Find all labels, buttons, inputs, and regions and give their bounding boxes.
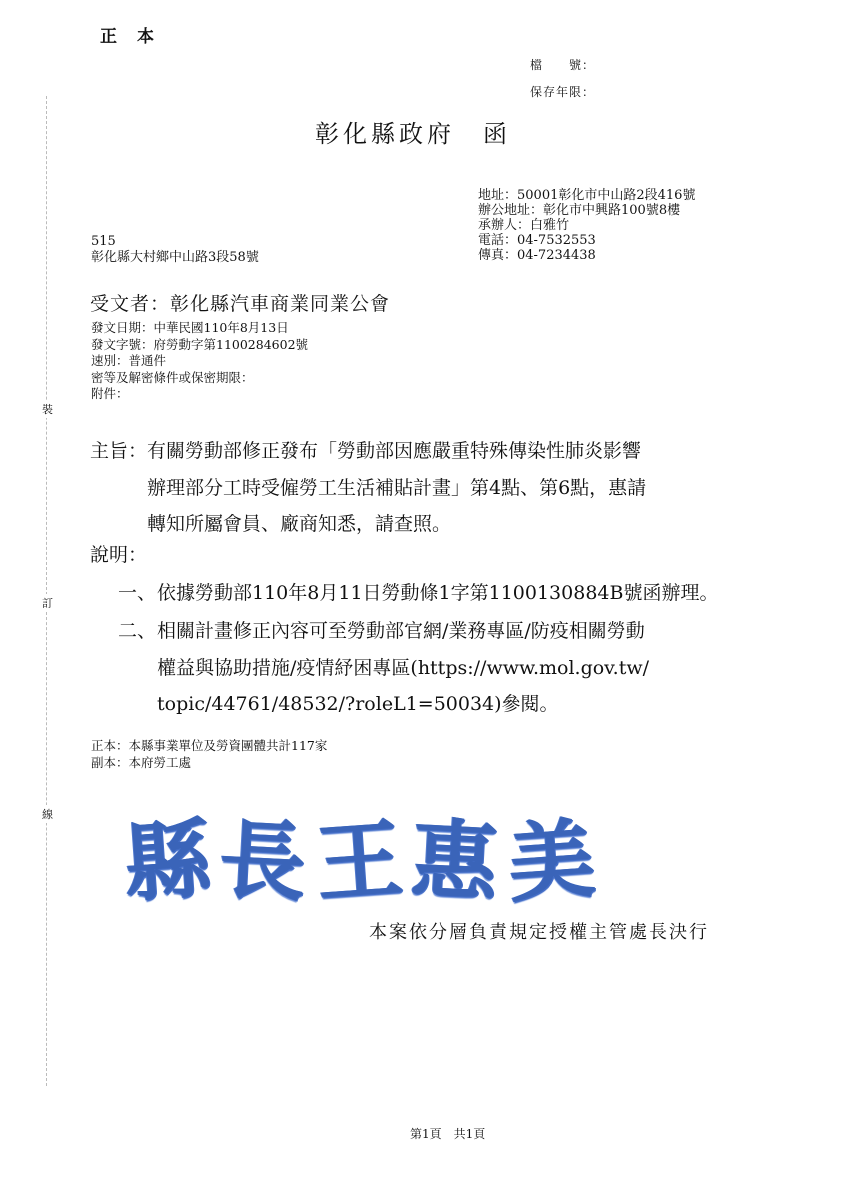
binding-mark-bind: 裝	[42, 400, 53, 418]
recipient: 受文者：彰化縣汽車商業同業公會	[90, 293, 391, 315]
document-title: 彰化縣政府 函	[315, 120, 511, 148]
issue-date: 發文日期：中華民國110年8月13日	[91, 320, 289, 335]
urgency: 速別：普通件	[91, 353, 167, 368]
subject-line: 有關勞動部修正發布「勞動部因應嚴重特殊傳染性肺炎影響	[147, 440, 642, 462]
explanation-line: 權益與協助措施/疫情紓困專區(https://www.mol.gov.tw/	[157, 656, 650, 679]
distribution-block	[91, 738, 327, 771]
explanation-line: topic/44761/48532/?roleL1=50034)參閱。	[157, 693, 559, 715]
subject-text	[147, 433, 646, 543]
retention-period-label: 保存年限：	[530, 85, 596, 99]
subject-line: 轉知所屬會員、廠商知悉，請查照。	[147, 513, 452, 535]
recipient-address: 彰化縣大村鄉中山路3段58號	[91, 250, 259, 265]
distribution-copy: 副本：本府勞工處	[91, 754, 192, 770]
binding-mark-line: 線	[42, 805, 53, 823]
sender-office-address: 辦公地址：彰化市中興路100號8樓	[478, 203, 681, 218]
confidentiality: 密等及解密條件或保密期限：	[91, 369, 254, 385]
explanation-line: 依據勞動部110年8月11日勞動條1字第1100130884B號函辦理。	[157, 582, 719, 604]
explanation-item-1	[157, 575, 718, 612]
signature-character: 美	[505, 808, 598, 915]
subject-line: 辦理部分工時受僱勞工生活補貼計畫」第4點、第6點，惠請	[147, 476, 647, 499]
sender-address: 地址：50001彰化市中山路2段416號	[478, 188, 696, 203]
signature-character: 長	[217, 808, 309, 915]
explanation-item-2	[157, 613, 649, 723]
explanation-item-number: 二、	[118, 620, 157, 642]
recipient-postal-code: 515	[91, 234, 116, 249]
distribution-original: 正本：本縣事業單位及勞資團體共計117家	[91, 738, 328, 753]
document-info	[91, 320, 308, 403]
signature-character: 惠	[409, 808, 501, 915]
sender-phone: 電話：04-7532553	[478, 233, 596, 248]
sender-info	[478, 188, 695, 263]
delegation-note: 本案依分層負責規定授權主管處長決行	[369, 922, 709, 943]
binding-mark-staple: 訂	[42, 594, 53, 612]
explanation-line: 相關計畫修正內容可至勞動部官網/業務專區/防疫相關勞動	[157, 620, 645, 642]
copy-mark: 正本	[100, 27, 174, 47]
page-footer: 第1頁 共1頁	[410, 1127, 486, 1141]
signature-character: 縣	[121, 808, 214, 915]
recipient-address-block	[91, 234, 259, 266]
magistrate-signature-stamp	[121, 795, 598, 915]
file-number-label: 檔 號：	[530, 58, 596, 72]
sender-contact-person: 承辦人：白雅竹	[478, 218, 570, 233]
binding-line	[46, 96, 47, 1086]
subject-label: 主旨：	[90, 440, 148, 462]
signature-character: 王	[313, 808, 406, 915]
explanation-item-number: 一、	[118, 582, 157, 604]
document-number: 發文字號：府勞動字第1100284602號	[91, 336, 309, 352]
sender-fax: 傳真：04-7234438	[478, 248, 596, 263]
explanation-label: 說明：	[90, 544, 148, 566]
attachments: 附件：	[91, 386, 129, 401]
